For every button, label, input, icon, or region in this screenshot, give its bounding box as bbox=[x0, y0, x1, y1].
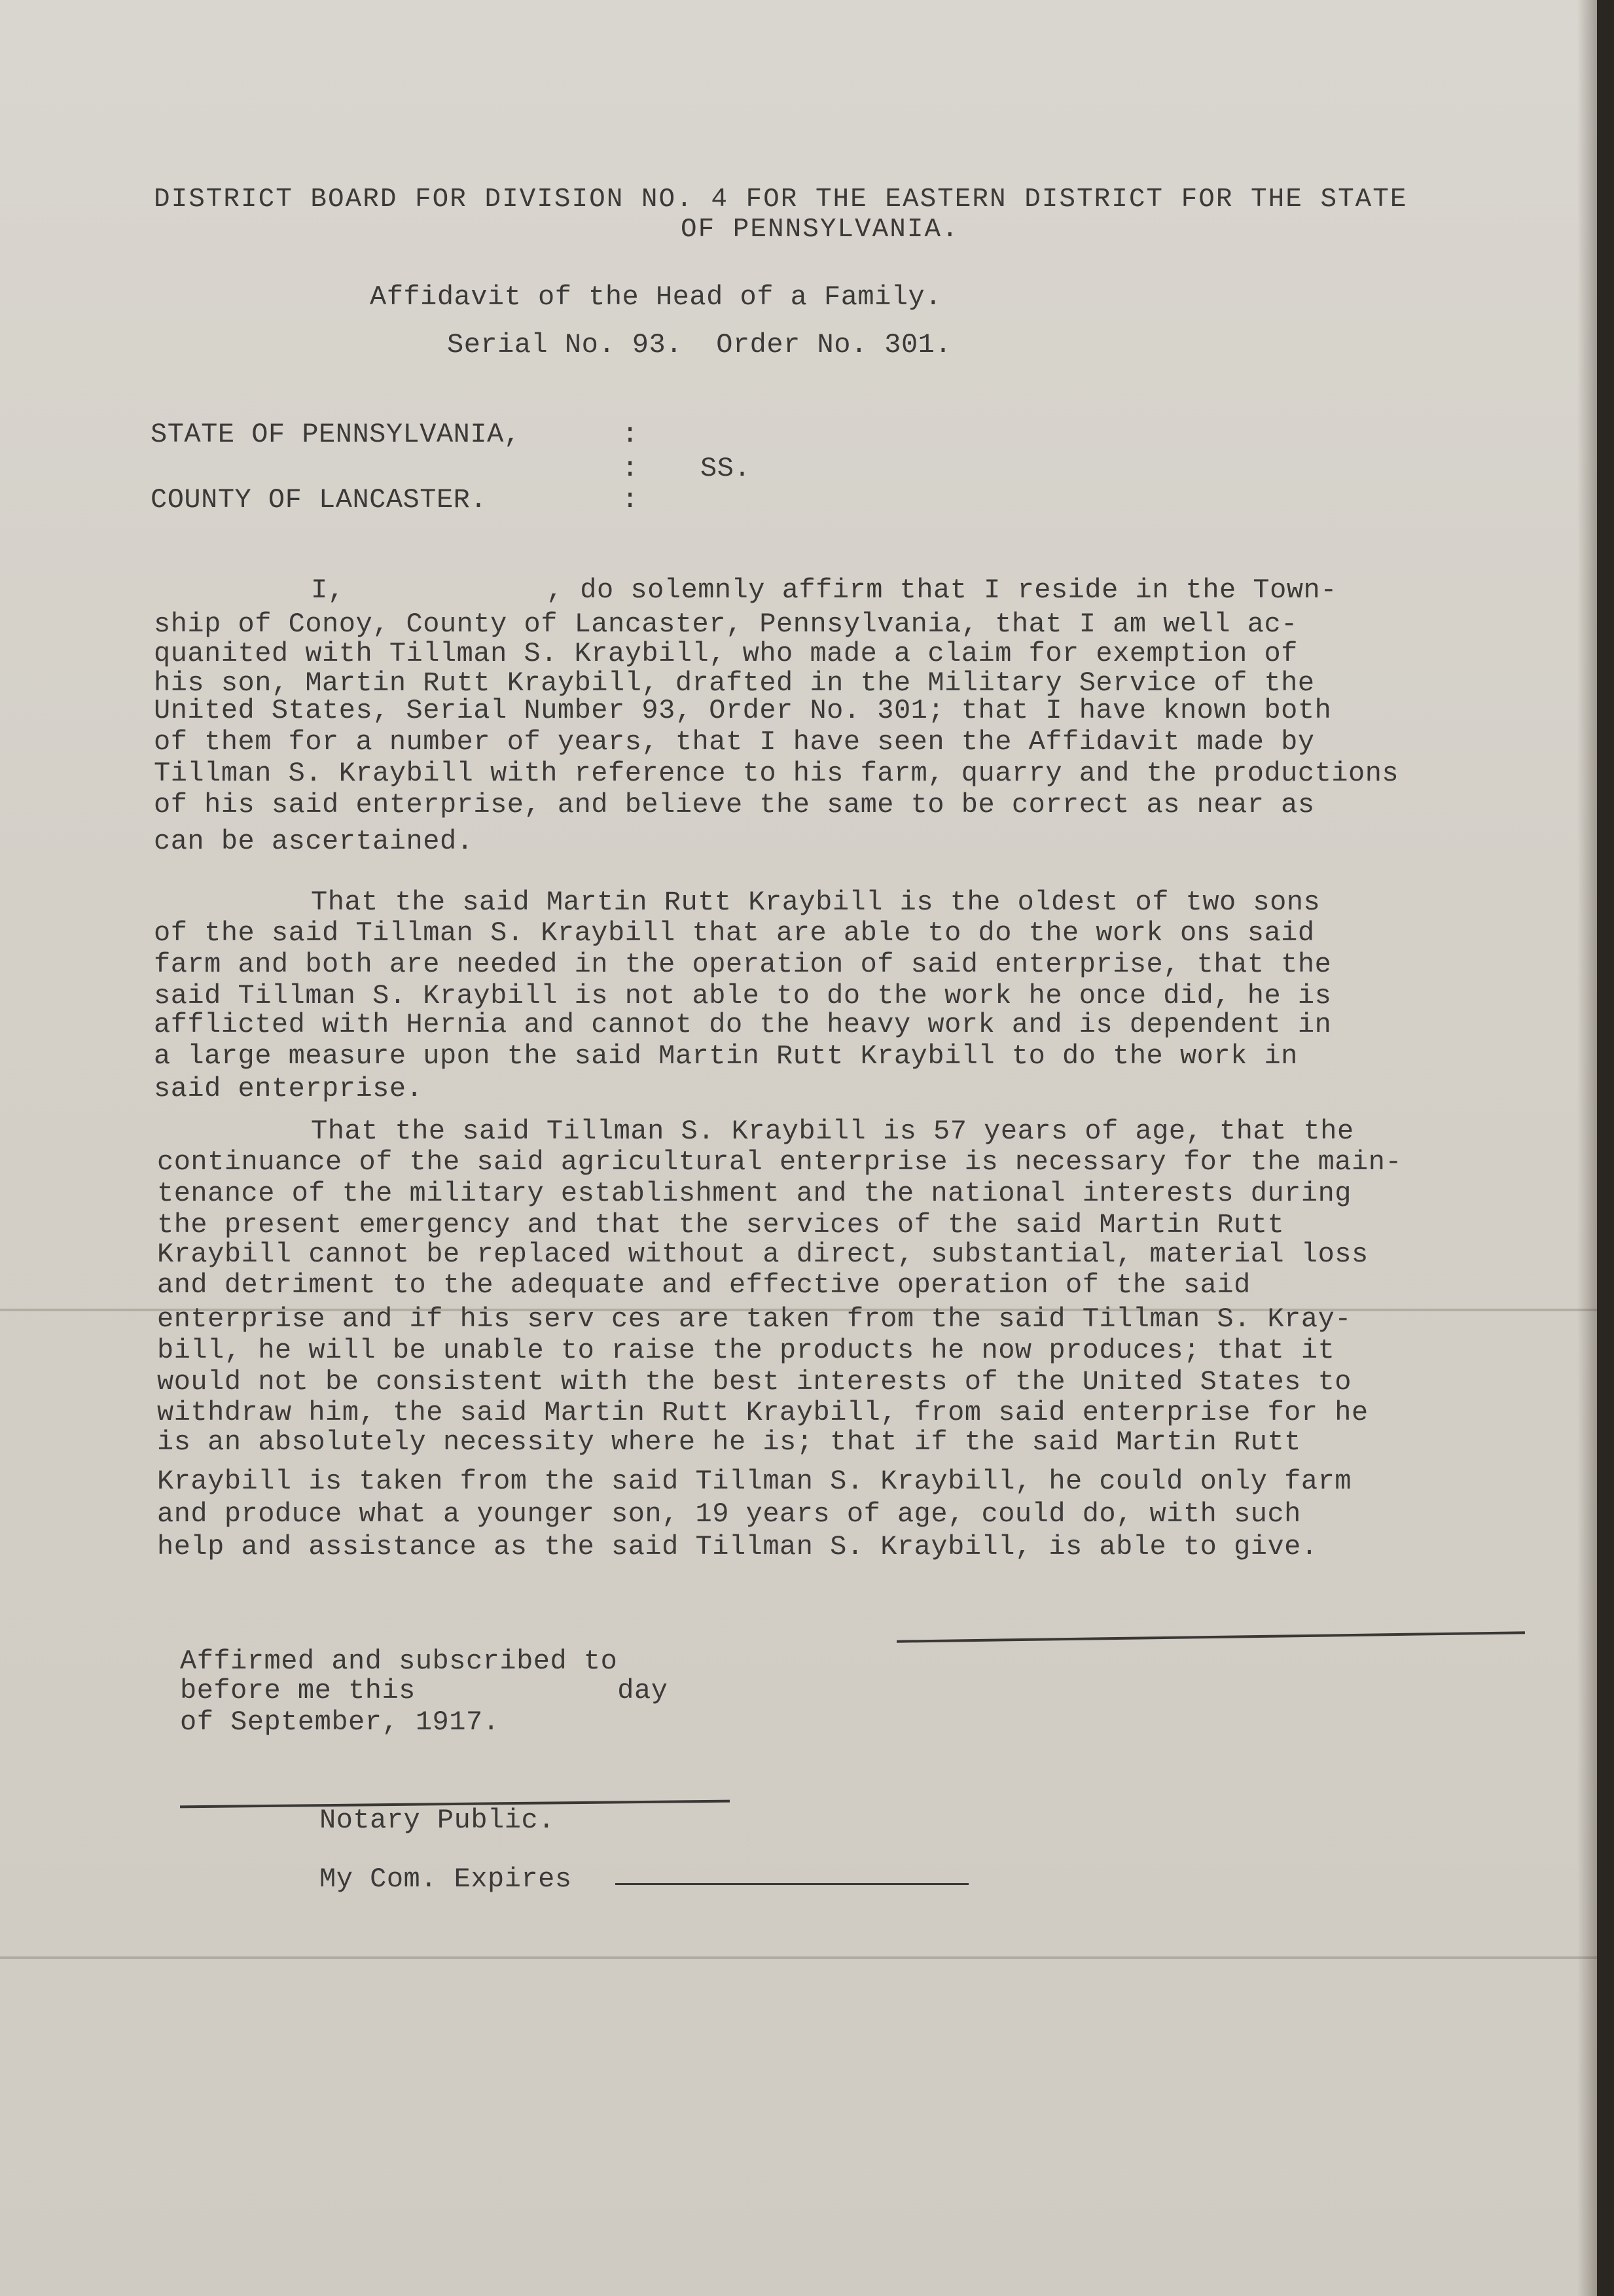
paragraph3-line: continuance of the said agricultural enterprise is necessary for the main- bbox=[157, 1146, 1403, 1178]
paper-fold bbox=[0, 1956, 1597, 1959]
paragraph1-line: of them for a number of years, that I have seen the Affidavit made by bbox=[154, 726, 1315, 758]
paragraph3-line: Kraybill is taken from the said Tillman S. Kraybill, he could only farm bbox=[157, 1466, 1352, 1497]
commission-expires-label: My Com. Expires bbox=[319, 1863, 572, 1895]
paragraph2-line: of the said Tillman S. Kraybill that are able to do the work ons said bbox=[154, 917, 1315, 949]
paragraph3-line: is an absolutely necessity where he is; that if the said Martin Rutt bbox=[157, 1426, 1301, 1458]
paragraph2-line: said enterprise. bbox=[154, 1073, 423, 1104]
paragraph2-line: farm and both are needed in the operation of said enterprise, that the bbox=[154, 949, 1332, 980]
board-heading-line1: DISTRICT BOARD FOR DIVISION NO. 4 FOR THE EASTERN DISTRICT FOR THE STATE bbox=[154, 185, 1408, 215]
paragraph1-line: of his said enterprise, and believe the same to be correct as near as bbox=[154, 789, 1315, 821]
paragraph3-line: withdraw him, the said Martin Rutt Kraybill, from said enterprise for he bbox=[157, 1397, 1369, 1428]
jurat-line2: before me this day bbox=[180, 1675, 668, 1706]
serial-order-line: Serial No. 93. Order No. 301. bbox=[447, 329, 952, 361]
paragraph3-line: bill, he will be unable to raise the products he now produces; that it bbox=[157, 1335, 1335, 1366]
paragraph1-line: United States, Serial Number 93, Order No. 301; that I have known both bbox=[154, 695, 1332, 726]
paragraph3-line: help and assistance as the said Tillman S. Kraybill, is able to give. bbox=[157, 1531, 1318, 1563]
paragraph2-line: afflicted with Hernia and cannot do the heavy work and is dependent in bbox=[154, 1009, 1332, 1040]
paragraph1-line: quanited with Tillman S. Kraybill, who made a claim for exemption of bbox=[154, 638, 1298, 669]
paragraph3-line: would not be consistent with the best interests of the United States to bbox=[157, 1366, 1352, 1398]
paragraph1-line: can be ascertained. bbox=[154, 826, 474, 857]
document-title: Affidavit of the Head of a Family. bbox=[370, 281, 942, 313]
paragraph3-line: the present emergency and that the services of the said Martin Rutt bbox=[157, 1209, 1285, 1241]
paragraph1-line: ship of Conoy, County of Lancaster, Pennsylvania, that I am well ac- bbox=[154, 609, 1298, 640]
jurat-line3: of September, 1917. bbox=[180, 1706, 500, 1738]
paragraph3-line: and produce what a younger son, 19 years of age, could do, with such bbox=[157, 1498, 1301, 1530]
commission-expires-line bbox=[615, 1883, 969, 1885]
paragraph1-line: Tillman S. Kraybill with reference to his farm, quarry and the productions bbox=[154, 758, 1399, 789]
paragraph2-line: That the said Martin Rutt Kraybill is the oldest of two sons bbox=[311, 887, 1321, 918]
paragraph2-line: a large measure upon the said Martin Rutt Kraybill to do the work in bbox=[154, 1040, 1298, 1072]
venue-colon: : bbox=[622, 484, 639, 516]
affiant-signature-line bbox=[897, 1631, 1525, 1642]
paragraph3-line: and detriment to the adequate and effective operation of the said bbox=[157, 1269, 1251, 1301]
paragraph3-line: tenance of the military establishment and the national interests during bbox=[157, 1178, 1352, 1209]
venue-ss: SS. bbox=[700, 453, 751, 484]
page-edge-shadow bbox=[1577, 0, 1597, 2296]
venue-colon: : bbox=[622, 453, 639, 484]
paragraph3-line: Kraybill cannot be replaced without a direct, substantial, material loss bbox=[157, 1239, 1369, 1270]
board-heading-line2: OF PENNSYLVANIA. bbox=[681, 215, 959, 245]
paragraph3-line: enterprise and if his serv ces are taken from the said Tillman S. Kray- bbox=[157, 1303, 1352, 1335]
notary-public-label: Notary Public. bbox=[319, 1805, 555, 1836]
venue-county: COUNTY OF LANCASTER. bbox=[151, 484, 488, 516]
paragraph1-line: I, , do solemnly affirm that I reside in the Town- bbox=[311, 574, 1337, 606]
venue-state: STATE OF PENNSYLVANIA, bbox=[151, 419, 521, 450]
paragraph1-line: his son, Martin Rutt Kraybill, drafted in the Military Service of the bbox=[154, 667, 1315, 699]
paragraph2-line: said Tillman S. Kraybill is not able to do the work he once did, he is bbox=[154, 980, 1332, 1012]
paragraph3-line: That the said Tillman S. Kraybill is 57 years of age, that the bbox=[311, 1116, 1354, 1147]
venue-colon: : bbox=[622, 419, 639, 450]
jurat-line1: Affirmed and subscribed to bbox=[180, 1646, 618, 1677]
